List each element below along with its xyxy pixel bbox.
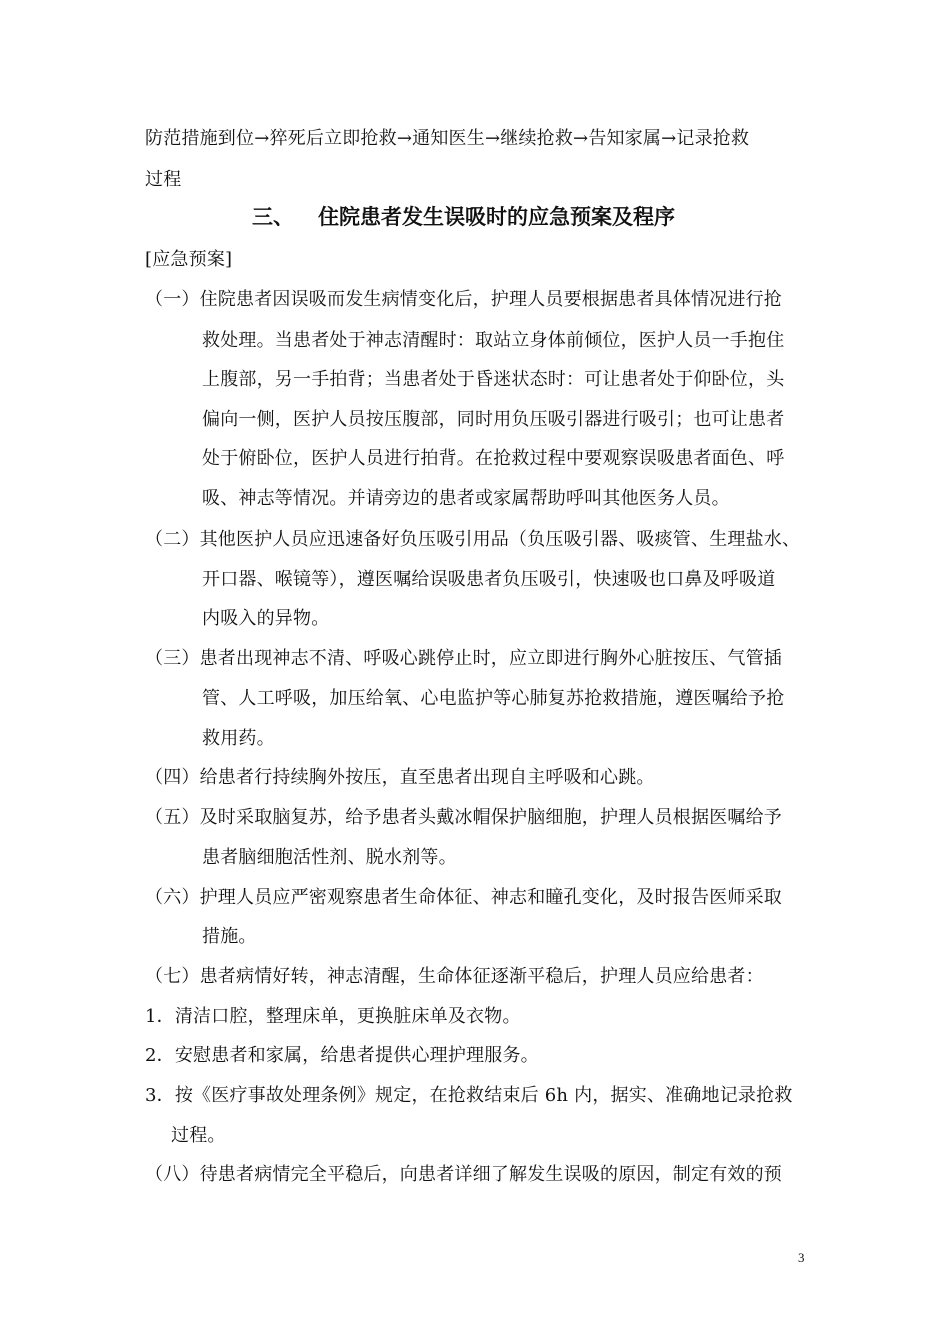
list-item-line: 救用药。 <box>202 728 275 749</box>
intro-line: 防范措施到位→猝死后立即抢救→通知医生→继续抢救→告知家属→记录抢救 <box>145 128 750 149</box>
list-item-line: 上腹部，另一手拍背；当患者处于昏迷状态时：可让患者处于仰卧位，头 <box>202 369 785 390</box>
page-number: 3 <box>798 1250 805 1265</box>
list-item-line: 过程。 <box>171 1125 226 1146</box>
list-item-line: （五）及时采取脑复苏，给予患者头戴冰帽保护脑细胞，护理人员根据医嘱给予 <box>145 807 782 828</box>
list-item-line: 偏向一侧，医护人员按压腹部，同时用负压吸引器进行吸引；也可让患者 <box>202 409 785 430</box>
intro-line: 过程 <box>145 169 182 190</box>
section-heading <box>252 204 675 230</box>
list-item-line: 内吸入的异物。 <box>202 608 330 629</box>
section-title: 住院患者发生误吸时的应急预案及程序 <box>318 205 675 229</box>
list-item-line: （六）护理人员应严密观察患者生命体征、神志和瞳孔变化，及时报告医师采取 <box>145 887 782 908</box>
list-item-line: （七）患者病情好转，神志清醒，生命体征逐渐平稳后，护理人员应给患者： <box>145 966 764 987</box>
list-item-line: 开口器、喉镜等），遵医嘱给误吸患者负压吸引，快速吸也口鼻及呼吸道 <box>202 569 776 590</box>
list-item-line: 吸、神志等情况。并请旁边的患者或家属帮助呼叫其他医务人员。 <box>202 488 730 509</box>
list-item-line: （二）其他医护人员应迅速备好负压吸引用品（负压吸引器、吸痰管、生理盐水、 <box>145 529 801 550</box>
list-item-line: 处于俯卧位，医护人员进行拍背。在抢救过程中要观察误吸患者面色、呼 <box>202 448 785 469</box>
section-number: 三、 <box>252 205 294 229</box>
list-item-line: （四）给患者行持续胸外按压，直至患者出现自主呼吸和心跳。 <box>145 767 655 788</box>
list-item-line: （一）住院患者因误吸而发生病情变化后，护理人员要根据患者具体情况进行抢 <box>145 289 782 310</box>
list-item-line: 措施。 <box>202 926 257 947</box>
list-item-line: （三）患者出现神志不清、呼吸心跳停止时，应立即进行胸外心脏按压、气管插 <box>145 648 782 669</box>
list-item-line: 患者脑细胞活性剂、脱水剂等。 <box>202 847 457 868</box>
list-item-line: 3．按《医疗事故处理条例》规定，在抢救结束后 6h 内，据实、准确地记录抢救 <box>145 1085 793 1106</box>
list-item-line: 2．安慰患者和家属，给患者提供心理护理服务。 <box>145 1045 539 1066</box>
subheading: [应急预案] <box>145 249 233 270</box>
list-item-line: 救处理。当患者处于神志清醒时：取站立身体前倾位，医护人员一手抱住 <box>202 330 785 351</box>
list-item-line: 1．清洁口腔，整理床单，更换脏床单及衣物。 <box>145 1006 521 1027</box>
list-item-line: 管、人工呼吸，加压给氧、心电监护等心肺复苏抢救措施，遵医嘱给予抢 <box>202 688 785 709</box>
list-item-line: （八）待患者病情完全平稳后，向患者详细了解发生误吸的原因，制定有效的预 <box>145 1164 782 1185</box>
